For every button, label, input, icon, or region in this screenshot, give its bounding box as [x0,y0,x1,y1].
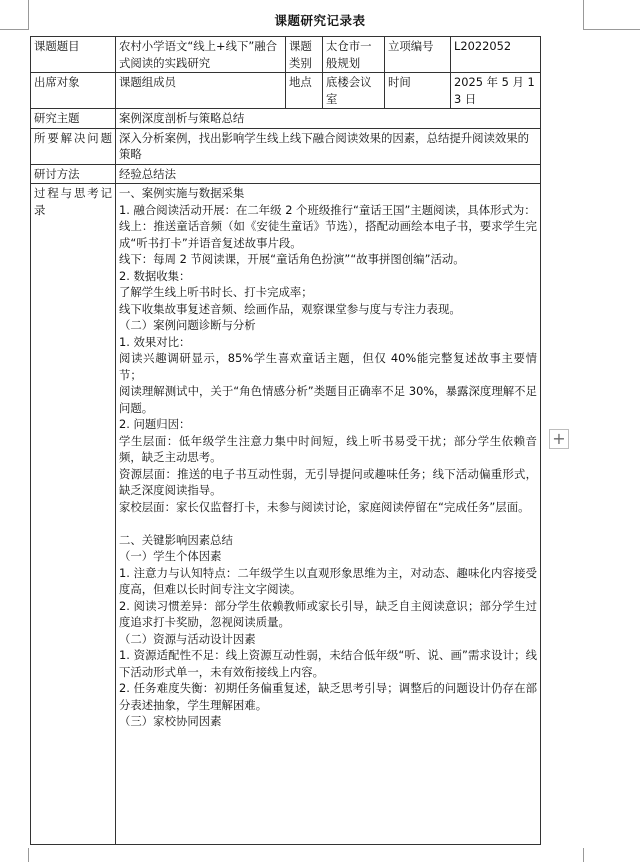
attendees-value[interactable]: 课题组成员 [116,73,286,109]
record-line: 线下收集故事复述音频、绘画作品，观察课堂参与度与专注力表现。 [119,301,461,316]
time-value[interactable]: 2025 年 5 月 13 日 [451,73,541,109]
topic-value[interactable]: 农村小学语文“线上+线下”融合式阅读的实践研究 [116,37,286,73]
row-method [31,164,541,184]
project-no-label: 立项编号 [385,37,451,73]
record-line: 资源层面：推送的电子书互动性弱，无引导提问或趣味任务；线下活动偏重形式，缺乏深度阅读指导。 [119,466,537,497]
row-theme [31,109,541,129]
record-line: （一）学生个体因素 [119,549,222,563]
blank-line [119,515,537,532]
method-value[interactable]: 经验总结法 [116,164,541,184]
record-line: （二）资源与活动设计因素 [119,631,256,646]
attendees-label: 出席对象 [31,73,116,109]
record-line: 1. 效果对比： [119,334,191,349]
record-line: 线上：推送童话音频（如《安徒生童话》节选），搭配动画绘本电子书，要求学生完成“听书打卡”并语音复述故事片段。 [119,219,537,250]
time-label: 时间 [385,73,451,109]
add-row-button[interactable]: + [549,429,569,449]
record-line: 2. 问题归因： [119,417,191,431]
record-line: 线下：每周 2 节阅读课，开展“童话角色扮演”“故事拼图创编”活动。 [119,252,465,266]
problem-value[interactable]: 深入分析案例，找出影响学生线上线下融合阅读效果的因素，总结提升阅读效果的策略 [116,128,541,164]
record-table [30,36,541,845]
record-line: 了解学生线上听书时长、打卡完成率； [119,285,313,299]
record-line: （三）家校协同因素 [119,714,222,728]
record-line: 一、案例实施与数据采集 [119,186,245,200]
crop-mark-bottom-left-v [28,848,29,862]
crop-mark-bottom-right-v [583,848,584,862]
record-line: 1. 融合阅读活动开展：在二年级 2 个班级推行“童话王国”主题阅读，具体形式为： [119,202,536,217]
category-label: 课题类别 [286,37,323,73]
theme-label: 研究主题 [31,109,116,129]
row-topic [31,37,541,73]
row-attendees [31,73,541,109]
process-label: 过程与思考记录 [31,184,116,845]
record-line: 二、关键影响因素总结 [119,532,233,547]
record-line: 2. 任务难度失衡：初期任务偏重复述，缺乏思考引导；调整后的问题设计仍存在部分表述抽象，学生理解困难。 [119,681,537,712]
category-value[interactable]: 太仓市一般规划 [323,37,385,73]
record-line: 2. 数据收集： [119,268,191,283]
record-line: 家校层面：家长仅监督打卡，未参与阅读讨论，家庭阅读停留在“完成任务”层面。 [119,499,530,514]
record-line: 1. 注意力与认知特点：二年级学生以直观形象思维为主，对动态、趣味化内容接受度高，但难以长时间专注文字阅读。 [119,565,537,596]
crop-mark-top-right-h [583,29,640,30]
method-label: 研讨方法 [31,164,116,184]
record-line: 1. 资源适配性不足：线上资源互动性弱，未结合低年级“听、说、画”需求设计；线下活动形式单一，未有效衔接线上内容。 [119,648,537,679]
page-title: 课题研究记录表 [274,13,366,28]
record-line: （二）案例问题诊断与分析 [119,318,256,332]
record-line: 阅读理解测试中，关于“角色情感分析”类题目正确率不足 30%，暴露深度理解不足问题。 [119,384,537,415]
row-problem [31,128,541,164]
place-value[interactable]: 底楼会议室 [323,73,385,109]
place-label: 地点 [286,73,323,109]
record-line: 阅读兴趣调研显示，85%学生喜欢童话主题，但仅 40%能完整复述故事主要情节； [119,351,537,382]
record-line: 学生层面：低年级学生注意力集中时间短，线上听书易受干扰；部分学生依赖音频，缺乏主动思考。 [119,433,537,464]
process-content[interactable] [116,184,541,845]
theme-value[interactable]: 案例深度剖析与策略总结 [116,109,541,129]
crop-mark-top-left-h [0,29,28,30]
row-process [31,184,541,845]
topic-label: 课题题目 [31,37,116,73]
project-no-value[interactable]: L2022052 [451,37,541,73]
problem-label: 所要解决问题 [31,128,116,164]
record-line: 2. 阅读习惯差异：部分学生依赖教师或家长引导，缺乏自主阅读意识；部分学生过度追求打卡奖励，忽视阅读质量。 [119,598,537,629]
